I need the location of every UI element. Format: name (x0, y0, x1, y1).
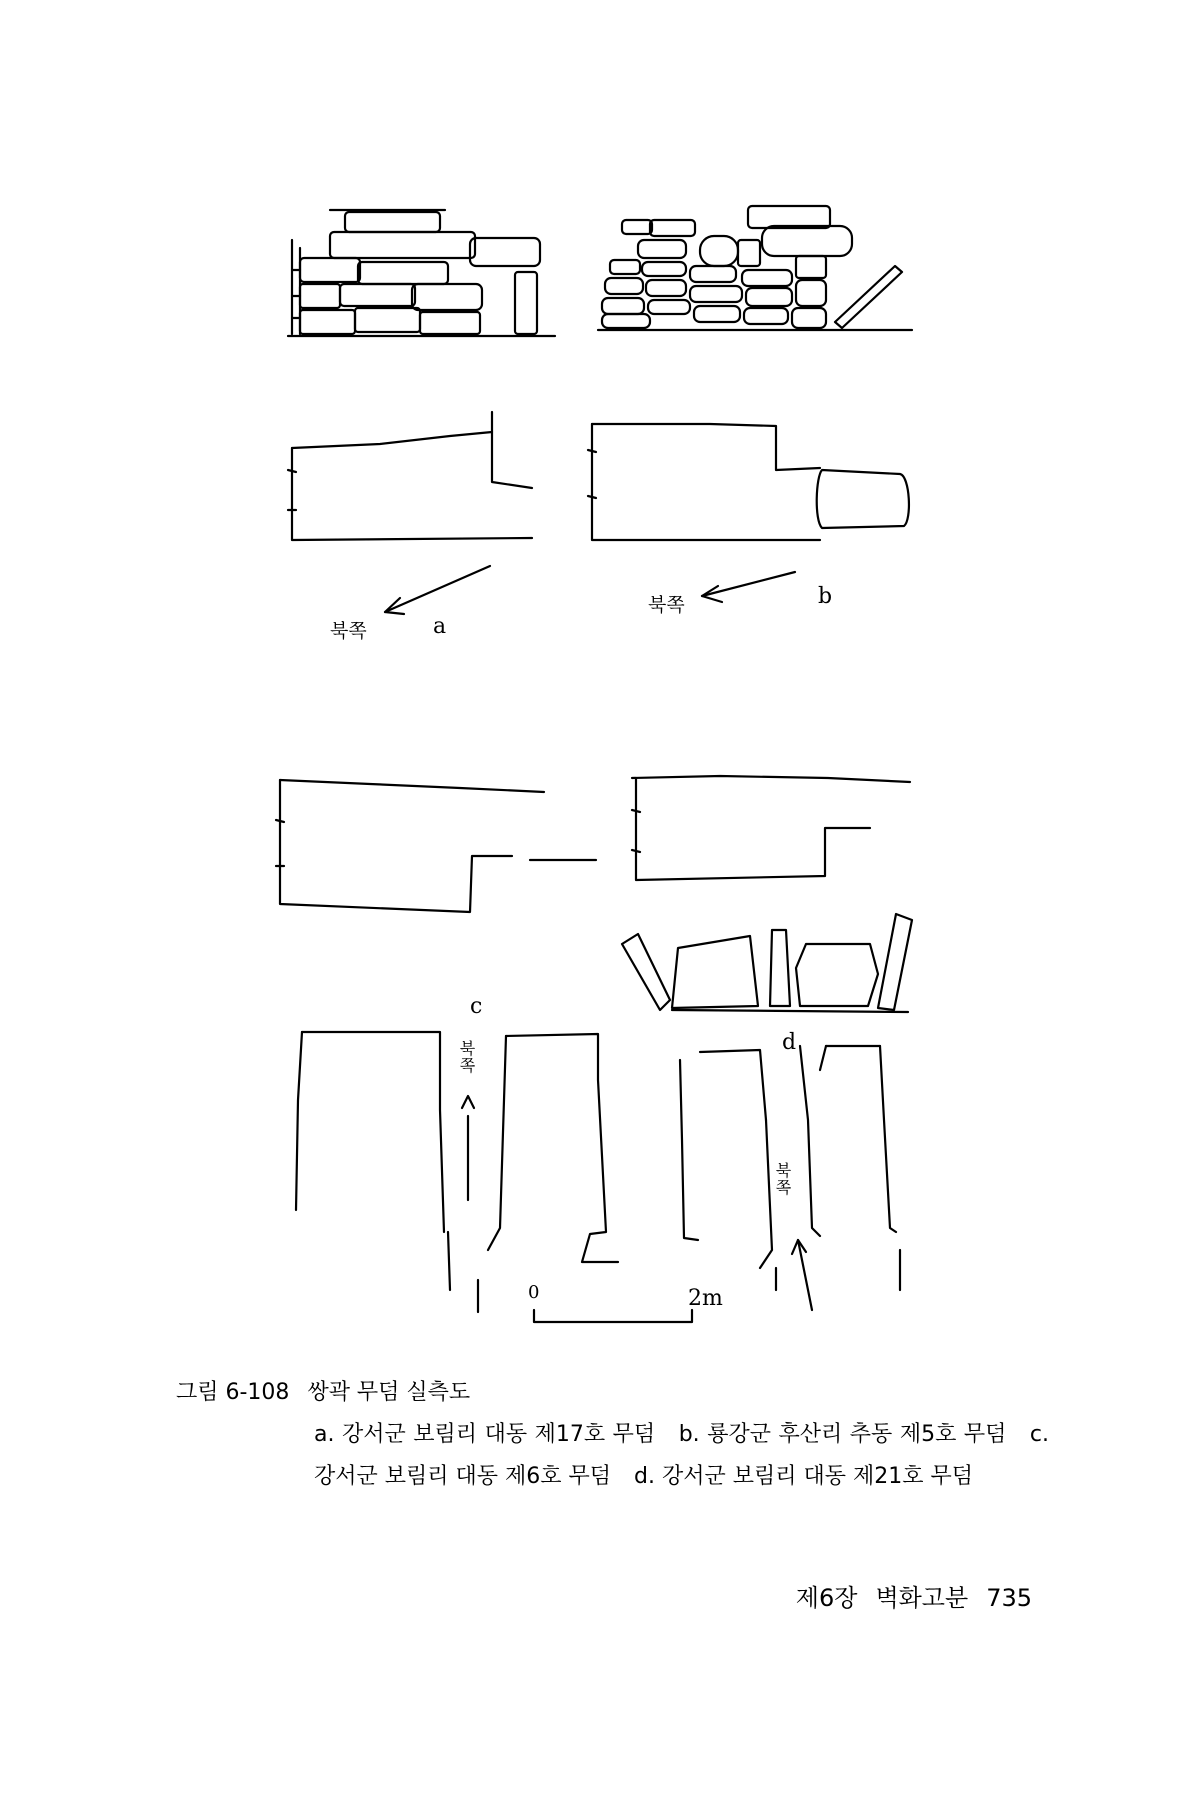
north-arrow-icon (385, 566, 490, 614)
caption-item: a. 강서군 보림리 대동 제17호 무덤 (314, 1422, 656, 1447)
plan-c (276, 780, 596, 912)
running-footer (778, 1578, 1032, 1613)
elevation-d (622, 914, 912, 1012)
north-label-b: 북쪽 (648, 594, 685, 616)
footer-chapter: 제6장 (795, 1584, 858, 1612)
label-c: c (470, 994, 483, 1019)
caption-item: b. 룡강군 후산리 추동 제5호 무덤 (678, 1422, 1007, 1447)
plan-a (288, 412, 532, 540)
label-a: a (433, 614, 447, 639)
caption-body (314, 1414, 1049, 1498)
north-label-c: 북쪽 (457, 1040, 476, 1074)
elevation-a (288, 210, 555, 336)
north-arrow-icon (702, 572, 795, 602)
caption-title-row (176, 1372, 1056, 1414)
north-label-d: 북쪽 (773, 1162, 792, 1196)
caption-item: c. 강서군 보림리 대동 제6호 무덤 (314, 1422, 1050, 1489)
plan-d (632, 776, 910, 880)
elevation-b (598, 206, 912, 330)
figure-caption (176, 1372, 1056, 1498)
caption-item: d. 강서군 보림리 대동 제21호 무덤 (634, 1464, 973, 1489)
label-d: d (782, 1030, 797, 1055)
scale-bar-icon (534, 1310, 692, 1322)
plan-b (588, 424, 909, 540)
label-b: b (818, 584, 833, 609)
north-label-a: 북쪽 (330, 620, 367, 642)
caption-title: 쌍곽 무덤 실측도 (307, 1380, 471, 1405)
scale-zero-label: 0 (528, 1282, 540, 1303)
caption-number: 그림 6-108 (176, 1380, 290, 1405)
page-number: 735 (986, 1584, 1032, 1612)
scale-end-label: 2m (688, 1286, 723, 1311)
footer-section: 벽화고분 (875, 1584, 969, 1612)
section-c (296, 1032, 618, 1312)
